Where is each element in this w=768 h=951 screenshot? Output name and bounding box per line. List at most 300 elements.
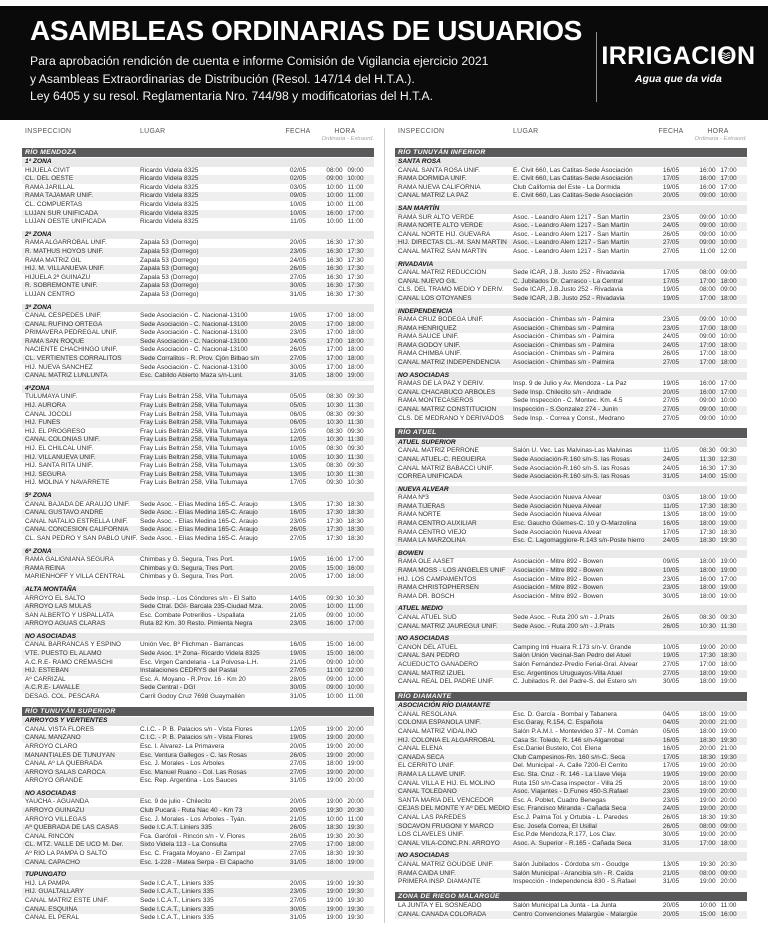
table-row — [395, 350, 747, 359]
cell-lugar: C.I.C. - P. B. Palacios s/n - Vista Flores — [140, 734, 253, 742]
table-row — [395, 644, 747, 653]
table-row — [395, 269, 747, 278]
cell-hora: 19:00 20:00 — [699, 788, 737, 796]
cell-lugar: Fray Luis Beltrán 258, Villa Tulumaya — [140, 436, 248, 444]
cell-lugar: Chimbas y G. Segura, Tres Port. — [140, 556, 234, 564]
table-row — [22, 274, 374, 283]
cell-inspeccion: ARROYO AGUAS CLARAS — [25, 620, 106, 628]
cell-fecha: 05/05 — [289, 393, 307, 401]
table-row — [395, 567, 747, 576]
cell-inspeccion: CANAL TOLEDANO — [398, 788, 457, 796]
cell-inspeccion: RAMA JARILLAL — [25, 183, 75, 191]
cell-inspeccion: CANAL LAS PAREDES — [398, 813, 466, 821]
cell-lugar: Sede Central - DGI — [140, 684, 196, 692]
cell-fecha: 31/05 — [662, 473, 680, 481]
cell-fecha: 14/05 — [289, 594, 307, 602]
cell-inspeccion: CL. SAN PEDRO Y SAN PABLO UNIF. — [25, 534, 138, 542]
cell-lugar: Sede Asociación - C. Nacional-13100 — [140, 312, 248, 320]
cell-inspeccion: HIJ. VILLANUEVA UNIF. — [25, 453, 96, 461]
table-row — [22, 192, 374, 201]
cell-lugar: Sede Asociación - C. Nacional-13100 — [140, 329, 248, 337]
zone-rows — [395, 614, 747, 631]
river-header: RÍO DIAMANTE — [395, 692, 747, 702]
cell-hora: 19:00 20:00 — [699, 831, 737, 839]
cell-lugar: Club Campesinos-Rn. 160 s/n-C. Seca — [513, 753, 625, 761]
right-column — [395, 128, 747, 923]
zone-group — [395, 308, 747, 368]
cell-fecha: 11/05 — [663, 502, 679, 510]
table-row — [395, 184, 747, 193]
cell-fecha: 20/05 — [662, 779, 680, 787]
cell-lugar: Sede Asociación Nueva Alvear — [513, 528, 602, 536]
table-row — [22, 777, 374, 786]
table-row — [395, 623, 747, 632]
table-row — [395, 389, 747, 398]
cell-fecha: 10/05 — [289, 445, 307, 452]
cell-hora: 18:00 19:00 — [699, 678, 737, 686]
cell-lugar: C.I.C. - P. B. Palacios s/n - Vista Flores — [140, 725, 253, 733]
cell-fecha: 20/05 — [662, 902, 680, 910]
table-row — [22, 880, 374, 889]
cell-lugar: E. Civit 660, Las Catitas-Sede Asociación — [513, 192, 633, 200]
cell-lugar: Fray Luis Beltrán 258, Villa Tulumaya — [140, 419, 248, 427]
cell-hora: 19:00 19:30 — [326, 897, 364, 904]
table-row — [22, 676, 374, 685]
cell-inspeccion: HIJ. ESTEBAN — [25, 667, 69, 675]
cell-inspeccion: CANAL BARRANCAS Y ESPINO — [25, 641, 121, 649]
table-row — [395, 406, 747, 415]
cell-lugar: Zapala 53 (Dorrego) — [140, 273, 199, 281]
cell-fecha: 11/05 — [663, 447, 679, 455]
cell-fecha: 27/05 — [662, 669, 680, 677]
cell-fecha: 19/05 — [289, 734, 307, 742]
cell-inspeccion: RAMA CRUZ BODEGA UNIF. — [398, 316, 484, 324]
cell-hora: 17:30 18:30 — [326, 509, 364, 517]
cell-hora: 17:00 18:00 — [326, 312, 364, 320]
cell-inspeccion: CANAL NORTE HIJ. GUEVARA — [398, 230, 491, 238]
cell-inspeccion: CANAL MATRÍZ CONSTITUCIÓN — [398, 406, 497, 414]
cell-hora: 17:00 18:00 — [326, 355, 364, 363]
table-row — [22, 402, 374, 411]
cell-hora: 16:00 17:00 — [699, 166, 737, 174]
cell-inspeccion: RAMA TIJERAS — [398, 502, 445, 510]
table-row — [22, 650, 374, 659]
cell-lugar: Asoc. A. Superior - R.165 - Cañada Seca — [513, 839, 632, 847]
cell-lugar: Club Pucará - Ruta Nac 40 - Km 73 — [140, 807, 243, 815]
cell-inspeccion: RAMA MONTECASEROS — [398, 397, 474, 405]
header-hora: HORA — [334, 128, 356, 135]
cell-lugar: Sixto Videla 113 - La Consulta — [140, 841, 227, 849]
cell-inspeccion: TULUMAYA UNIF. — [25, 393, 78, 401]
cell-inspeccion: PRIMAVERA PEDREGAL UNIF. — [25, 329, 118, 337]
cell-fecha: 16/05 — [289, 641, 307, 649]
cell-inspeccion: RAMA MATRIZ GIL — [25, 256, 82, 264]
table-row — [22, 291, 374, 300]
cell-fecha: 19/05 — [662, 380, 680, 388]
zone-group — [395, 902, 747, 919]
cell-hora: 16:00 17:00 — [326, 556, 364, 564]
cell-lugar: Salón Jubilados - Córdoba s/n - Goudge — [513, 860, 629, 868]
cell-inspeccion: RAMA SAN ROQUE — [25, 337, 85, 345]
zone-rows — [395, 269, 747, 303]
cell-inspeccion: ARROYO EL SALTO — [25, 594, 86, 602]
cell-lugar: Sede ICAR, J.B. Justo 252 - Rivadavia — [513, 269, 625, 277]
brand-name-pre: IRRIGACI — [601, 41, 718, 70]
table-row — [395, 870, 747, 879]
cell-lugar: Esc. J. Morales - Los Árboles - Tyán. — [140, 815, 247, 823]
river-header: ZONA DE RIEGO MALARGÜE — [395, 892, 747, 902]
table-row — [22, 565, 374, 574]
table-row — [22, 760, 374, 769]
cell-fecha: 30/05 — [662, 831, 680, 839]
cell-lugar: Sede Asociación-R.160 s/n-S. las Rosas — [513, 455, 630, 463]
cell-inspeccion: HIJ. MOLINA Y NAVARRETE — [25, 479, 110, 487]
cell-inspeccion: CLS. DE MEDRANO Y DERIVADOS — [398, 414, 504, 422]
cell-hora: 09:00 10:00 — [699, 333, 737, 341]
zone-rows — [395, 902, 747, 919]
cell-lugar: Fray Luis Beltrán 258, Villa Tulumaya — [140, 479, 248, 487]
zone-group — [22, 586, 374, 629]
table-row — [395, 465, 747, 474]
cell-fecha: 31/05 — [289, 914, 307, 922]
cell-fecha: 12/05 — [289, 427, 307, 435]
table-row — [22, 734, 374, 743]
zone-group — [22, 231, 374, 300]
table-row — [22, 167, 374, 176]
cell-fecha: 24/05 — [662, 341, 680, 349]
cell-fecha: 05/05 — [662, 728, 680, 736]
cell-fecha: 26/05 — [289, 265, 307, 273]
cell-inspeccion: CANAL VILLA E HIJ. EL MOLINO — [398, 779, 496, 787]
cell-lugar: Asoc. Viajantes - D.Funes 450-S.Rafael — [513, 788, 628, 796]
cell-inspeccion: RAMA Nº3 — [398, 494, 429, 502]
zone-group — [22, 385, 374, 488]
cell-inspeccion: RAMAS DE LA PAZ Y DERIV. — [398, 380, 485, 388]
cell-fecha: 17/05 — [662, 753, 680, 761]
cell-inspeccion: SAN ALBERTO Y USPALLATA — [25, 611, 114, 619]
cell-inspeccion: HIJ. SEGURA — [25, 470, 66, 478]
cell-lugar: Fray Luis Beltrán 258, Villa Tulumaya — [140, 427, 248, 435]
cell-inspeccion: CANAL ELENA — [398, 745, 443, 753]
zone-header: ASOCIACIÓN RÍO DIAMANTE — [395, 702, 747, 711]
column-headers — [395, 128, 747, 143]
table-row — [22, 841, 374, 850]
cell-hora: 17:00 18:00 — [326, 320, 364, 328]
cell-hora: 19:00 19:30 — [326, 905, 364, 913]
cell-fecha: 16/05 — [662, 736, 680, 744]
cell-lugar: Esc. 9 de julio - Chilecito — [140, 798, 212, 806]
table-row — [22, 329, 374, 338]
table-row — [395, 558, 747, 567]
cell-lugar: Fca. Garófoli - Rincón s/n - V. Flores — [140, 832, 245, 840]
zone-rows — [395, 380, 747, 423]
table-row — [395, 214, 747, 223]
table-row — [395, 754, 747, 763]
cell-inspeccion: MANANTIALES DE TUNUYÁN — [25, 751, 115, 759]
cell-lugar: Sede Asociación-R.160 s/n-S. las Rosas — [513, 464, 630, 472]
cell-hora: 09:00 10:00 — [699, 397, 737, 405]
cell-inspeccion: CANAL LOS OTOYANES — [398, 294, 472, 302]
table-row — [395, 222, 747, 231]
cell-lugar: Instalaciones CEDRYS del Pastal — [140, 667, 238, 675]
cell-lugar: Salón Municipal La Junta - La Junta — [513, 902, 617, 910]
table-row — [22, 372, 374, 381]
table-row — [22, 769, 374, 778]
cell-lugar: Ricardo Videla 8325 — [140, 209, 199, 217]
cell-inspeccion: CANAL RINCÓN — [25, 832, 74, 840]
cell-fecha: 12/05 — [289, 436, 307, 444]
cell-lugar: Ruta 150 s/n-Casa inspector - Villa 25 — [513, 779, 623, 787]
cell-fecha: 27/05 — [289, 841, 307, 849]
cell-fecha: 24/05 — [662, 537, 680, 545]
cell-inspeccion: SANTA MARÍA DEL VENCEDOR — [398, 796, 494, 804]
cell-hora: 09:00 10:00 — [699, 316, 737, 324]
table-row — [22, 479, 374, 488]
zone-rows — [395, 494, 747, 546]
cell-hora: 09:00 10:00 — [699, 213, 737, 221]
cell-hora: 16:30 17:30 — [326, 247, 364, 255]
cell-hora: 17:00 18:00 — [326, 337, 364, 345]
page-title: ASAMBLEAS ORDINARIAS DE USUARIOS — [30, 15, 582, 46]
table-row — [395, 814, 747, 823]
cell-inspeccion: CANAL BAJADA DE ARAUJO UNIF. — [25, 500, 130, 508]
cell-lugar: Esc. 1-228 - Matea Serpa - El Capacho — [140, 858, 254, 866]
cell-lugar: Fray Luis Beltrán 258, Villa Tulumaya — [140, 453, 248, 461]
cell-fecha: 31/05 — [662, 878, 680, 886]
cell-inspeccion: RAMA CENTRO VIEJO — [398, 528, 467, 536]
table-row — [395, 316, 747, 325]
table-row — [22, 620, 374, 629]
cell-inspeccion: CANAL MATRÍZ VIDALINO — [398, 728, 478, 736]
cell-inspeccion: NACIENTE CHACHINGO UNIF. — [25, 346, 118, 354]
cell-inspeccion: RAMA ALGARROBAL UNIF. — [25, 239, 107, 247]
cell-inspeccion: ARROYO GRANDE — [25, 777, 83, 785]
cell-fecha: 10/05 — [662, 567, 680, 575]
zone-group — [22, 158, 374, 227]
zone-rows — [22, 239, 374, 299]
zone-rows — [22, 798, 374, 867]
cell-hora: 10:00 11:00 — [326, 218, 364, 226]
table-row — [395, 797, 747, 806]
cell-hora: 11:00 12:00 — [699, 247, 737, 255]
cell-lugar: Esc. Josefa Correa, El Usillal — [513, 822, 597, 830]
table-row — [22, 210, 374, 219]
cell-inspeccion: HIJ. AURORA — [25, 402, 66, 410]
cell-hora: 14:00 15:00 — [699, 473, 737, 481]
table-row — [22, 282, 374, 291]
table-row — [22, 556, 374, 565]
cell-inspeccion: CANAL MATRÍZ ESTE UNIF. — [25, 897, 109, 904]
cell-fecha: 26/05 — [289, 751, 307, 759]
table-row — [22, 265, 374, 274]
cell-hora: 17:30 18:30 — [326, 526, 364, 534]
cell-lugar: Sede I.C.A.T., Liniers 335 — [140, 879, 214, 887]
cell-inspeccion: RAMA DORMIDA UNIF. — [398, 175, 467, 183]
table-row — [395, 359, 747, 368]
cell-lugar: Sede Asoc. - Elías Medina 165-C. Araujo — [140, 526, 258, 534]
cell-inspeccion: HIJ. NUEVA SÁNCHEZ — [25, 363, 93, 371]
table-row — [395, 911, 747, 920]
table-row — [395, 762, 747, 771]
table-row — [395, 576, 747, 585]
cell-fecha: 27/05 — [289, 667, 307, 675]
cell-lugar: Esc. Manuel Ruano - Col. Las Rosas — [140, 768, 247, 776]
cell-inspeccion: CANAL EL PERAL — [25, 914, 80, 922]
table-row — [22, 906, 374, 915]
cell-inspeccion: CANAL VILA-CONC.P.N. ARROYO — [398, 839, 500, 847]
cell-hora: 15:00 16:00 — [326, 564, 364, 572]
cell-hora: 19:00 20:00 — [326, 725, 364, 733]
cell-inspeccion: CANAL MATRÍZ BABACCI UNIF. — [398, 464, 494, 472]
cell-fecha: 20/05 — [289, 807, 307, 815]
zone-rows — [395, 167, 747, 201]
table-row — [22, 752, 374, 761]
cell-lugar: Sede Asociación - C. Nacional-13100 — [140, 320, 248, 328]
cell-lugar: Chimbas y G. Segura, Tres Port. — [140, 564, 234, 572]
cell-inspeccion: CANAL MATRÍZ IZUEL — [398, 669, 466, 677]
cell-hora: 09:00 10:00 — [699, 230, 737, 238]
zone-rows — [22, 880, 374, 923]
table-row — [22, 824, 374, 833]
cell-fecha: 27/05 — [289, 355, 307, 363]
cell-lugar: Sede I.C.A.T., Liniers 335 — [140, 905, 214, 913]
table-row — [22, 175, 374, 184]
cell-lugar: Insp. 9 de Julio y Av. Mendoza - La Paz — [513, 380, 627, 388]
cell-inspeccion: COLONIA ESPAÑOLA UNIF. — [398, 719, 481, 727]
zone-header: NO ASOCIADAS — [395, 635, 747, 644]
zone-header: NO ASOCIADAS — [22, 790, 374, 799]
cell-hora: 20:00 21:00 — [699, 719, 737, 727]
cell-lugar: Sede Asociación Nueva Alvear — [513, 502, 602, 510]
cell-hora: 17:00 18:00 — [699, 341, 737, 349]
table-row — [395, 295, 747, 304]
cell-hora: 08:30 09:30 — [326, 462, 364, 470]
cell-lugar: Fray Luis Beltrán 258, Villa Tulumaya — [140, 470, 248, 478]
zone-group — [395, 205, 747, 257]
cell-fecha: 20/05 — [289, 798, 307, 806]
table-row — [22, 518, 374, 527]
cell-inspeccion: RAMA GODOY UNIF. — [398, 341, 461, 349]
cell-hora: 18:00 19:00 — [326, 760, 364, 768]
zone-rows — [395, 711, 747, 849]
cell-inspeccion: HIJ. EL CHILCAL UNIF. — [25, 445, 94, 452]
zone-group — [395, 372, 747, 424]
cell-inspeccion: RAMA NORTE — [398, 511, 441, 519]
cell-fecha: 30/05 — [662, 592, 680, 600]
cell-hora: 17:00 18:00 — [699, 839, 737, 847]
cell-hora: 20:00 21:00 — [699, 745, 737, 753]
header-hora-subnote: Ordinaria - Extraord. — [321, 136, 374, 142]
cell-inspeccion: EL CERRITO UNIF. — [398, 762, 455, 770]
river-header: RÍO TUNUYÁN SUPERIOR — [22, 707, 374, 717]
cell-fecha: 13/05 — [289, 462, 307, 470]
table-row — [395, 494, 747, 503]
cell-inspeccion: RAMA SAUCE UNIF. — [398, 333, 459, 341]
wave-o-icon — [717, 42, 737, 71]
table-row — [395, 805, 747, 814]
cell-hora: 09:00 10:00 — [326, 675, 364, 683]
column-headers — [22, 128, 374, 143]
cell-lugar: Ricardo Videla 8325 — [140, 175, 199, 183]
cell-hora: 18:00 19:00 — [699, 567, 737, 575]
cell-fecha: 26/05 — [662, 614, 680, 621]
zone-header: NO ASOCIADAS — [395, 852, 747, 861]
cell-inspeccion: CANAL MATRÍZ REDUCCIÓN — [398, 269, 487, 277]
cell-inspeccion: LA JUNTA Y EL SOSNEADO — [398, 902, 482, 910]
cell-hora: 10:00 11:00 — [326, 815, 364, 823]
zone-header: RIVADAVIA — [395, 261, 747, 270]
cell-fecha: 24/05 — [289, 337, 307, 345]
cell-lugar: Zapala 53 (Dorrego) — [140, 239, 199, 247]
cell-lugar: Ricardo Videla 8325 — [140, 200, 199, 208]
table-row — [395, 511, 747, 520]
cell-hora: 09:00 10:00 — [699, 414, 737, 422]
cell-lugar: Ricardo Videla 8325 — [140, 166, 199, 174]
cell-lugar: Salón Municipal - Arancibia s/n - R. Caída — [513, 869, 634, 877]
cell-inspeccion: CANAL CONCESIÓN CALIFORNIA — [25, 526, 129, 534]
table-row — [22, 850, 374, 859]
cell-lugar: Esc.P.de Mendoza,R.177, Los Clav. — [513, 831, 617, 839]
cell-fecha: 27/05 — [289, 273, 307, 281]
table-row — [395, 286, 747, 295]
zone-header: NO ASOCIADAS — [395, 372, 747, 381]
cell-hora: 19:00 19:30 — [326, 879, 364, 887]
cell-fecha: 26/05 — [289, 526, 307, 534]
cell-hora: 10:30 11:30 — [699, 622, 737, 630]
cell-inspeccion: R. SOBREMONTE UNIF. — [25, 282, 98, 290]
cell-lugar: Esc. Virgen Candelaria - La Polvosa-L.H. — [140, 658, 259, 666]
zone-header: ARROYOS Y VERTIENTES — [22, 717, 374, 726]
table-row — [22, 595, 374, 604]
cell-fecha: 26/05 — [289, 832, 307, 840]
cell-inspeccion: CANAL MATRIZ SAN MARTÍN — [398, 247, 487, 255]
table-row — [22, 501, 374, 510]
cell-fecha: 26/05 — [662, 822, 680, 830]
zone-header: NUEVA ALVEAR — [395, 486, 747, 495]
table-row — [395, 661, 747, 670]
cell-fecha: 16/05 — [662, 745, 680, 753]
cell-inspeccion: CLS. DEL TRAMO MEDIO Y DERIV. — [398, 286, 504, 294]
cell-inspeccion: CANAL MANZANO — [25, 734, 81, 742]
table-row — [395, 584, 747, 593]
cell-fecha: 23/05 — [662, 213, 680, 221]
cell-hora: 19:00 20:00 — [699, 643, 737, 651]
zone-group — [395, 439, 747, 482]
zone-group — [395, 852, 747, 886]
cell-inspeccion: VTE. PUESTO EL ALAMO — [25, 650, 102, 658]
cell-fecha: 10/05 — [289, 453, 307, 461]
table-row — [395, 342, 747, 351]
table-row — [395, 456, 747, 465]
table-row — [395, 652, 747, 661]
cell-hora: 18:00 19:00 — [699, 494, 737, 502]
cell-fecha: 20/05 — [662, 192, 680, 200]
table-row — [22, 726, 374, 735]
cell-lugar: Sede Corralitos - R. Prov. Cjón Bilbao s/n — [140, 355, 260, 363]
table-row — [22, 248, 374, 257]
cell-fecha: 26/05 — [662, 230, 680, 238]
zone-group — [22, 717, 374, 786]
river-header: RÍO MENDOZA — [22, 148, 374, 158]
table-row — [395, 840, 747, 849]
cell-lugar: Ruta 82 Km. 30 Resto. Pimienta Negra — [140, 620, 253, 628]
cell-fecha: 27/05 — [289, 897, 307, 904]
cell-hora: 09:00 10:00 — [326, 175, 364, 183]
cell-inspeccion: LUJÁN CENTRO — [25, 290, 75, 298]
cell-hora: 08:30 09:30 — [326, 393, 364, 401]
cell-hora: 18:00 19:00 — [699, 669, 737, 677]
cell-inspeccion: RAMA OLE AASET — [398, 558, 454, 566]
